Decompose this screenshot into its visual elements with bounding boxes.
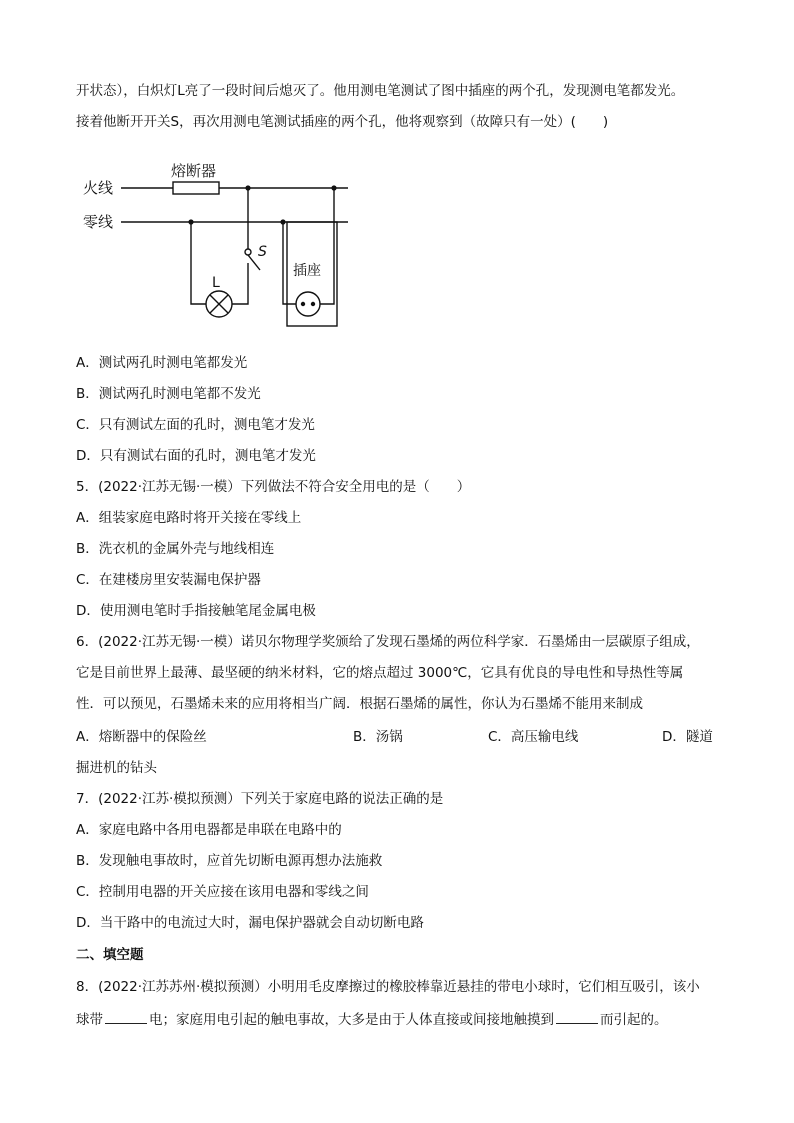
fuse-label: 熔断器 xyxy=(171,162,217,180)
q6-option-b: B．汤锅 xyxy=(353,729,403,745)
q7-option-d: D．当干路中的电流过大时，漏电保护器就会自动切断电路 xyxy=(76,915,424,931)
lamp-label: L xyxy=(212,275,220,291)
q7-option-a: A．家庭电路中各用电器都是串联在电路中的 xyxy=(76,822,342,838)
q5-option-d: D．使用测电笔时手指接触笔尾金属电极 xyxy=(76,603,316,619)
socket-icon xyxy=(296,292,320,316)
q4-option-c: C．只有测试左面的孔时，测电笔才发光 xyxy=(76,417,315,433)
q8-line2 xyxy=(76,1009,668,1030)
q8-text-c: 而引起的。 xyxy=(600,1012,668,1028)
q4-stem-line1: 开状态），白炽灯L亮了一段时间后熄灭了。他用测电笔测试了图中插座的两个孔，发现测电笔都发光。 xyxy=(76,83,685,99)
q7-stem: 7．(2022·江苏·模拟预测）下列关于家庭电路的说法正确的是 xyxy=(76,791,444,807)
q5-option-b: B．洗衣机的金属外壳与地线相连 xyxy=(76,541,275,557)
socket-branch-right xyxy=(320,188,334,304)
neutral-wire-label: 零线 xyxy=(83,213,114,231)
q6-options-row xyxy=(76,727,718,747)
section-title: 二、填空题 xyxy=(76,947,144,963)
circuit-diagram xyxy=(76,152,366,332)
q8-text-b: 电；家庭用电引起的触电事故，大多是由于人体直接或间接地触摸到 xyxy=(149,1012,554,1028)
q6-option-d: D．隧道 xyxy=(662,729,713,745)
q4-option-d: D．只有测试右面的孔时，测电笔才发光 xyxy=(76,448,316,464)
q8-text-a: 球带 xyxy=(76,1012,103,1028)
q6-option-a: A．熔断器中的保险丝 xyxy=(76,729,207,745)
lamp-branch-right xyxy=(232,263,248,304)
q5-stem: 5．(2022·江苏无锡·一模）下列做法不符合安全用电的是（ ） xyxy=(76,479,471,495)
switch-contact-icon xyxy=(245,249,251,255)
q8-line1: 8．(2022·江苏苏州·模拟预测）小明用毛皮摩擦过的橡胶棒靠近悬挂的带电小球时，它们相互吸引，该小 xyxy=(76,979,700,995)
q6-stem-line3: 性．可以预见，石墨烯未来的应用将相当广阔．根据石墨烯的属性，你认为石墨烯不能用来制成 xyxy=(76,696,643,712)
q6-stem-line1: 6．(2022·江苏无锡·一模）诺贝尔物理学奖颁给了发现石墨烯的两位科学家．石墨烯由一层碳原子组成， xyxy=(76,634,700,650)
socket-hole-left xyxy=(301,302,305,306)
q6-stem-line2: 它是目前世界上最薄、最坚硬的纳米材料，它的熔点超过 3000℃，它具有优良的导电性和导热性等属 xyxy=(76,665,684,681)
live-wire-label: 火线 xyxy=(83,179,114,197)
q7-option-c: C．控制用电器的开关应接在该用电器和零线之间 xyxy=(76,884,369,900)
q4-stem-line2: 接着他断开开关S，再次用测电笔测试插座的两个孔，他将观察到（故障只有一处）( ) xyxy=(76,114,609,130)
q4-option-b: B．测试两孔时测电笔都不发光 xyxy=(76,386,261,402)
q6-option-c: C．高压输电线 xyxy=(488,729,579,745)
q7-option-b: B．发现触电事故时，应首先切断电源再想办法施救 xyxy=(76,853,383,869)
socket-label: 插座 xyxy=(293,263,321,279)
q6-option-d-cont: 掘进机的钻头 xyxy=(76,760,157,776)
q5-option-a: A．组装家庭电路时将开关接在零线上 xyxy=(76,510,302,526)
lamp-branch-left xyxy=(191,222,206,304)
socket-hole-right xyxy=(311,302,315,306)
q8-blank-2[interactable] xyxy=(556,1009,598,1024)
fuse-icon xyxy=(173,182,219,194)
q8-blank-1[interactable] xyxy=(105,1009,147,1024)
q5-option-c: C．在建楼房里安装漏电保护器 xyxy=(76,572,261,588)
switch-label: S xyxy=(258,244,267,260)
q4-option-a: A．测试两孔时测电笔都发光 xyxy=(76,355,248,371)
